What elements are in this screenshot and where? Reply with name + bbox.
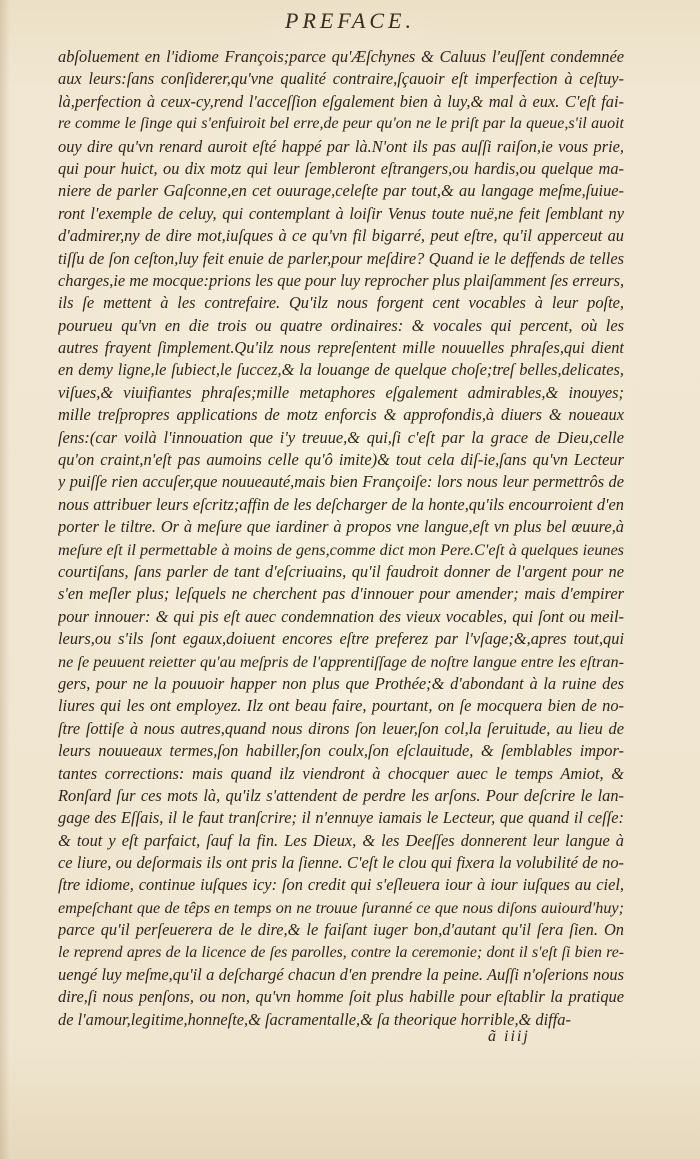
text-line: en demy ligne,le ſubiect,le ſuccez,& la louange de quelque choſe;treſ belles,delicates, <box>58 360 624 380</box>
text-line: s'en meſler plus; leſquels ne cherchent pas d'innouer pour amender; mais d'empirer <box>58 584 624 604</box>
text-line: qu'on craint,n'eſt pas aumoins celle qu'ô imite)& tout cela diſ-ie,ſans qu'vn Lecteur <box>58 450 624 470</box>
text-line: & tout y eſt parfaict, ſauf la fin. Les Dieux, & les Deeſſes donnerent leur langue à <box>58 830 624 850</box>
text-line: viſues,& viuifiantes phraſes;mille metaphores eſgalement admirables,& inouyes; <box>58 382 624 402</box>
text-line: gers, pour ne la pouuoir happer non plus que Prothée;& d'abondant à la ruine des <box>58 673 624 693</box>
text-line: uengé luy meſme,qu'il a deſchargé chacun d'en prendre la peine. Auſſi n'oſerions nous <box>58 965 624 985</box>
text-line: ce liure, ou deſormais ils ont pris la ſienne. C'eſt le clou qui fixera la volubilité de no- <box>58 853 624 873</box>
signature-mark: ã iiij <box>488 1028 530 1045</box>
text-line: le reprend apres de la licence de ſes parolles, contre la ceremonie; dont il s'eſt ſi bien re- <box>58 943 624 961</box>
text-line: ſtre idiome, continue iuſques icy: ſon credit qui s'eſleuera iour à iour iuſques au ciel, <box>58 875 624 895</box>
text-line: porter le tiltre. Or à meſure que iardiner à propos vne langue,eſt vn plus bel œuure,à <box>58 517 624 537</box>
text-line: charges,ie me mocque:prions les que pour luy reprocher plus plaiſamment ſes erreurs, <box>58 270 624 290</box>
text-line: y puiſſe rien accuſer,que nouueauté,mais bien Françoiſe: lors nous leur permettrôs de <box>58 472 624 492</box>
text-line: empeſchant que de têps en temps on ne trouue ſuranné ce que nous diſons auiourd'huy; <box>58 898 624 917</box>
text-line: de l'amour,legitime,honneſte,& ſacramentalle,& ſa theorique horrible,& diffa- <box>58 1009 571 1029</box>
text-line: re comme le ſinge qui s'enfuiroit bel erre,de peur qu'on ne le priſt par la queue,s'il auoit <box>58 115 624 133</box>
text-line: là,perfection à ceux-cy,rend l'acceſſion eſgalement bien à luy,& mal à eux. C'eſt fai- <box>58 91 624 111</box>
text-line: ront l'exemple de celuy, qui contemplant à loiſir Venus toute nuë,ne feit ſemblant ny <box>58 203 624 223</box>
text-line: pourueu qu'vn en die trois ou quatre ordinaires: & vocales qui percent, où les <box>58 315 624 335</box>
text-line: niere de parler Gaſconne,en cet ouurage,celeſte par tout,& au langage meſme,ſuiue- <box>58 181 624 201</box>
text-line: d'admirer,ny de dire mot,iuſques à ce qu'vn fil bigarré, peut eſtre, qu'il apperceut au <box>58 226 624 246</box>
text-line: leurs,ou s'ils ſont egaux,doiuent encores eſtre preferez par l'vſage;&,apres tout,qui <box>58 629 624 649</box>
text-line: abſoluement en l'idiome François;parce qu'Æſchynes & Caluus l'euſſent condemnée <box>58 47 624 66</box>
text-line: ils ſe mettent à les contrefaire. Qu'ilz nous forgent cent vocables à leur poſte, <box>58 293 624 313</box>
text-line: liures qui les ont employez. Ilz ont beau faire, pourtant, on ſe mocquera bien de no- <box>58 696 624 716</box>
text-line: parce qu'il perſeuerera de le dire,& le faiſant iuger bon,d'autant qu'il ſera ſien. On <box>58 920 624 940</box>
text-line: tiſſu de ſon ceſton,luy feit enuie de parler,pour meſdire? Quand ie le deffends de telles <box>58 248 624 268</box>
text-line: ne ſe peuuent reietter qu'au meſpris de l'apprentiſſage de noſtre langue entre les eſtran- <box>58 652 624 671</box>
text-line: pour innouer: & qui pis eſt auec condemnation des vieux vocables, qui ſont ou meil- <box>58 606 624 626</box>
page-edge-shadow <box>0 0 10 1159</box>
text-line: qui pour huict, ou dix motz qui leur ſembleront eſtrangers,ou hardis,ou quelque ma- <box>58 158 624 178</box>
text-line: ouy dire qu'vn renard auroit eſté happé par là.N'ont ils pas auſſi raiſon,ie vous prie, <box>58 136 624 156</box>
text-line: tantes corrections: mais quand ilz viendront à chocquer auec le temps Amiot, & <box>58 763 624 783</box>
text-line: autres frayent ſimplement.Qu'ilz nous repreſentent mille nouuelles phraſes,qui dient <box>58 338 624 358</box>
text-line: meſure eſt il permettable à moins de gens,comme dict mon Pere.C'eſt à quelques ieunes <box>58 540 624 559</box>
text-line: nous attribuer leurs eſcritz;affin de les deſcharger de la honte,qu'ils encourroient d'en <box>58 494 624 514</box>
text-line: ſtre ſottiſe à nous autres,quand nous dirons ſon leuer,ſon col,la ſeruitude, au lieu de <box>58 718 624 738</box>
page-header: PREFACE. <box>285 8 415 33</box>
body-text <box>58 46 624 1031</box>
text-line: aux leurs:ſans conſiderer,qu'vne qualité contraire,ſçauoir eſt imperfection à ceſtuy- <box>58 69 624 89</box>
text-line: Ronſard ſur ces mots là, qu'ilz s'attendent de perdre les arſons. Pour deſcrire le lan- <box>58 785 624 805</box>
text-line: courtiſans, ſans parler de tant d'eſcriuains, qu'il faudroit donner de l'argent pour ne <box>58 561 624 581</box>
text-line: ſens:(car voilà l'innouation que i'y treuue,& qui,ſi c'eſt par la grace de Dieu,celle <box>58 427 624 447</box>
text-line: leurs nouueaux termes,ſon habiller,ſon coulx,ſon eſclauitude, & ſemblables impor- <box>58 741 624 761</box>
text-line: dire,ſi nous penſons, ou non, qu'vn homme ſoit plus habille pour eſtablir la pratique <box>58 987 624 1007</box>
text-line: gage des Eſſais, il le faut tranſcrire; il n'ennuye iamais le Lecteur, que quand il ceſſe: <box>58 808 624 828</box>
text-line: mille treſpropres applications de motz enforcis & approfondis,à diuers & noueaux <box>58 405 624 425</box>
